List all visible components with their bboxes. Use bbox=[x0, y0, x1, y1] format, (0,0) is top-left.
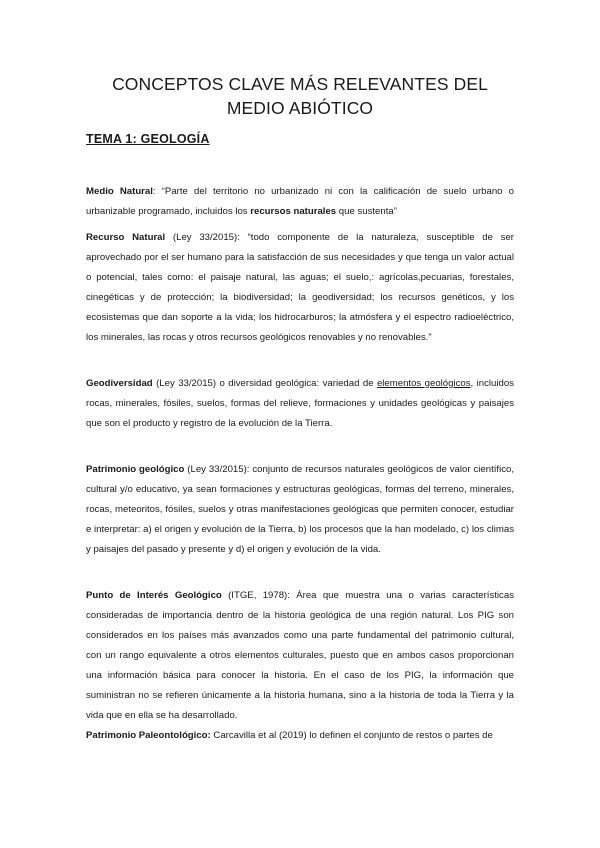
paragraph-patrimonio-paleontologico bbox=[86, 726, 514, 746]
link-elementos-geologicos[interactable]: elementos geológicos bbox=[376, 378, 471, 389]
definition-text: (ITGE, 1978): Área que muestra una o varias características consideradas de importancia dentro de la historia geológica de una región natural. Los PIG son considerados en los países más avanzados como una parte fundamental del patrimonio cultural, con un rango equivalente a otros elementos culturales, puesto que en ambos casos proporcionan una información básica para conocer la historia. En el caso de los PIG, la información que suministran no se refieren únicamente a la historia humana, sino a la historia de toda la Tierra y la vida que en ella se ha desarrollado. bbox=[86, 590, 514, 721]
bold-recursos-naturales: recursos naturales bbox=[250, 206, 337, 217]
term-geodiversidad: Geodiversidad bbox=[86, 378, 153, 389]
definition-text: , incluidos rocas, minerales, fósiles, suelos, formas del relieve, formaciones y unidades geológicas y paisajes que son el producto y registro de la evolución de la Tierra. bbox=[86, 378, 514, 429]
paragraph-patrimonio-geologico bbox=[86, 460, 514, 560]
paragraph-geodiversidad bbox=[86, 374, 514, 434]
paragraph-recurso-natural bbox=[86, 228, 514, 348]
section-heading: TEMA 1: GEOLOGÍA bbox=[86, 132, 210, 146]
definition-text: (Ley 33/2015): “todo componente de la naturaleza, susceptible de ser aprovechado por el ser humano para la satisfacción de sus necesidades y que tenga un valor actual o potencial, tales como: el paisaje natural, las aguas; el suelo,: agrícolas,pecuarias, forestales, cinegéticas y de protección; la biodiversidad; la geodiversidad; los recursos genéticos, y los ecosistemas que dan soporte a la vida; los hidrocarburos; la atmósfera y el espectro radioeléctrico, los minerales, las rocas y otros recursos geológicos renovables y no renovables.” bbox=[86, 232, 514, 343]
definition-text: (Ley 33/2015): conjunto de recursos naturales geológicos de valor científico, cultural y/o educativo, ya sean formaciones y estructuras geológicas, formas del terreno, minerales, rocas, meteoritos, fósiles, suelos y otras manifestaciones geológicas que permiten conocer, estudiar e interpretar: a) el origen y evolución de la Tierra, b) los procesos que la han modelado, c) los climas y paisajes del pasado y presente y d) el origen y evolución de la vida. bbox=[86, 464, 515, 555]
definition-text: que sustenta” bbox=[336, 206, 397, 217]
term-recurso-natural: Recurso Natural bbox=[86, 232, 166, 243]
definition-text: (Ley 33/2015) o diversidad geológica: variedad de bbox=[152, 378, 377, 389]
definition-text: : “Parte del territorio no urbanizado ni con la calificación de suelo urbano o urbanizable programado, incluidos los bbox=[86, 186, 514, 217]
term-medio-natural: Medio Natural bbox=[86, 186, 153, 197]
paragraph-medio-natural bbox=[86, 182, 514, 222]
definition-text: Carcavilla et al (2019) lo definen el conjunto de restos o partes de bbox=[210, 730, 493, 741]
term-patrimonio-geologico: Patrimonio geológico bbox=[86, 464, 185, 475]
document-title: CONCEPTOS CLAVE MÁS RELEVANTES DEL MEDIO ABIÓTICO bbox=[112, 74, 488, 118]
paragraph-punto-interes-geologico bbox=[86, 586, 514, 726]
term-punto-interes-geologico: Punto de Interés Geológico bbox=[86, 590, 222, 601]
term-patrimonio-paleontologico: Patrimonio Paleontológico: bbox=[86, 730, 211, 741]
